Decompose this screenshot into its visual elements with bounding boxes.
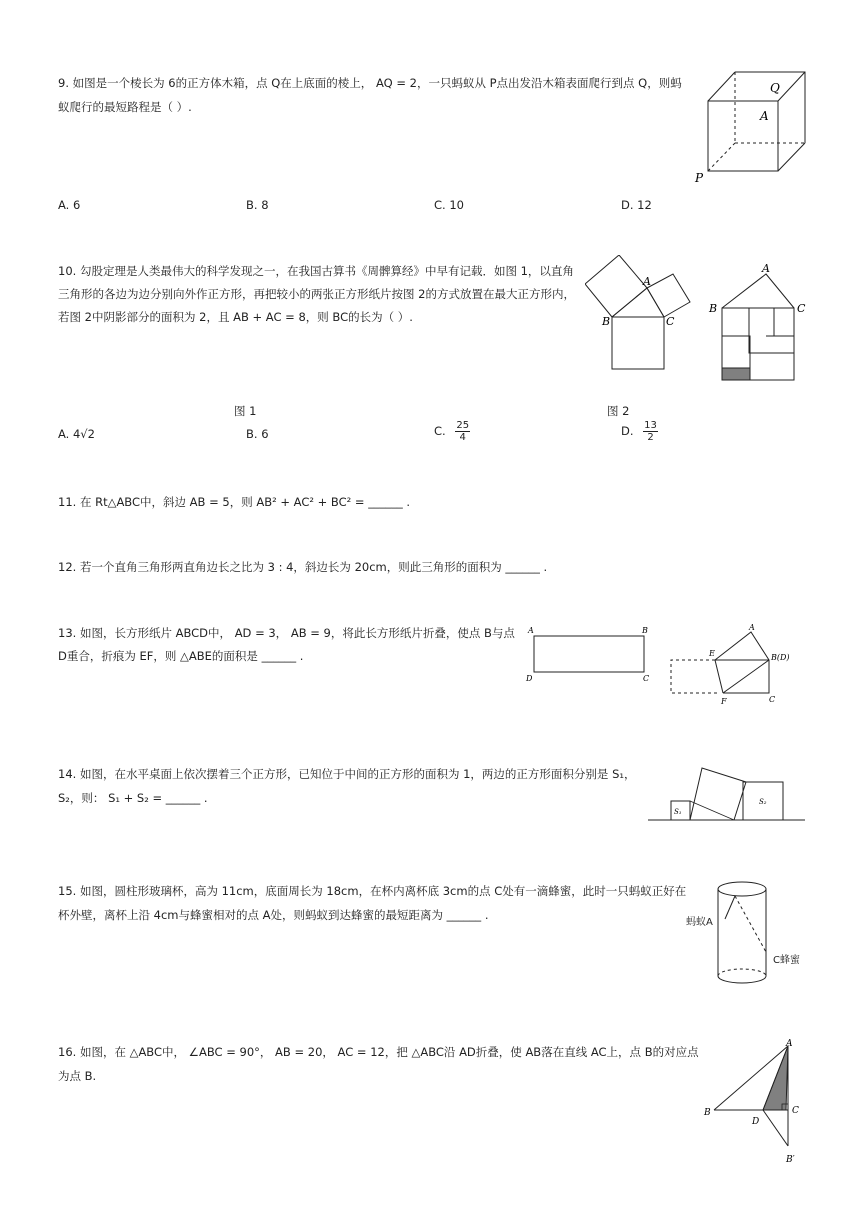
q10-option-c-numerator: 25 — [456, 420, 470, 431]
q13-fig2-label-a: A — [749, 623, 755, 632]
q15-honey-label: C蜂蜜 — [773, 955, 800, 966]
q11-text: 11. 在 Rt△ABC中，斜边 AB = 5，则 AB² + AC² + BC² = ______ . — [58, 495, 411, 509]
q10-line3: 若图 2中阴影部分的面积为 2，且 AB + AC = 8，则 BC的长为（ ）. — [58, 310, 413, 324]
q10-line2: 三角形的各边为边分别向外作正方形，再把较小的两张正方形纸片按图 2的方式放置在最大正方形内， — [58, 287, 575, 301]
q13-fig1-label-d: D — [526, 674, 533, 683]
q16-label-d: D — [752, 1117, 760, 1127]
q10-option-d-denominator: 2 — [647, 432, 654, 443]
q9-option-b: B. 8 — [246, 198, 269, 212]
q12-text: 12. 若一个直角三角形两直角边长之比为 3 : 4，斜边长为 20cm，则此三角形的面积为 ______ . — [58, 560, 548, 574]
q14-label-s2: S₂ — [759, 798, 767, 806]
q13-fig2-label-e: E — [709, 649, 715, 658]
q15-line1: 15. 如图，圆柱形玻璃杯，高为 11cm，底面周长为 18cm，在杯内离杯底 3cm的点 C处有一滴蜂蜜，此时一只蚂蚁正好在 — [58, 884, 687, 898]
q14-line2: S₂，则： S₁ + S₂ = ______ . — [58, 791, 208, 805]
q10-option-c — [434, 420, 470, 443]
q10-fig2-label-c: C — [797, 302, 806, 315]
q10-option-d-fraction — [643, 420, 658, 443]
q15-ant-label: 蚂蚁A — [686, 917, 713, 928]
q9-label-a: A — [760, 109, 769, 123]
q14-label-s1: S₁ — [674, 808, 682, 816]
q16-triangle-figure — [700, 1038, 815, 1168]
q9-option-d: D. 12 — [621, 198, 652, 212]
q10-figure-2 — [706, 260, 816, 385]
q9-line2: 蚁爬行的最短路程是（ ）. — [58, 100, 192, 114]
q16-line2: 为点 B. — [58, 1069, 97, 1083]
q16-label-bprime: B′ — [786, 1155, 795, 1165]
q14-squares-figure — [645, 760, 810, 825]
q13-rectangle-figure — [522, 622, 657, 684]
q16-label-b: B — [704, 1108, 711, 1118]
q15-line2: 杯外壁，离杯上沿 4cm与蜂蜜相对的点 A处，则蚂蚁到达蜂蜜的最短距离为 ______ . — [58, 908, 489, 922]
q9-label-p: P — [695, 171, 704, 185]
q10-option-c-fraction — [455, 420, 470, 443]
q10-figure-1 — [585, 255, 695, 375]
q10-fig1-label-a: A — [643, 275, 651, 288]
q10-option-c-prefix: C. — [434, 424, 446, 438]
q10-fig2-label-b: B — [709, 302, 718, 315]
q10-fig1-label-b: B — [602, 315, 611, 328]
q9-option-c: C. 10 — [434, 198, 464, 212]
q13-fig2-label-bd: B(D) — [771, 653, 790, 662]
q13-fig1-label-b: B — [642, 626, 648, 635]
q13-fig1-label-c: C — [643, 674, 650, 683]
q10-fig2-label-a: A — [762, 262, 770, 275]
q13-line1: 13. 如图，长方形纸片 ABCD中， AD = 3， AB = 9，将此长方形纸片折叠，使点 B与点 — [58, 626, 515, 640]
q10-option-d-numerator: 13 — [644, 420, 657, 431]
q16-label-c: C — [792, 1106, 799, 1116]
q10-option-d — [621, 420, 658, 443]
q9-line1: 9. 如图是一个棱长为 6的正方体木箱，点 Q在上底面的棱上， AQ = 2，一只蚂蚁从 P点出发沿木箱表面爬行到点 Q，则蚂 — [58, 76, 682, 90]
q10-option-a: A. 4√2 — [58, 427, 95, 441]
q13-line2: D重合，折痕为 EF，则 △ABE的面积是 ______ . — [58, 649, 304, 663]
q13-fig1-label-a: A — [528, 626, 534, 635]
q14-line1: 14. 如图，在水平桌面上依次摆着三个正方形，已知位于中间的正方形的面积为 1，两边的正方形面积分别是 S₁， — [58, 767, 636, 781]
q10-fig1-label-c: C — [666, 315, 675, 328]
q9-label-q: Q — [770, 81, 780, 95]
q13-fig2-label-c: C — [769, 695, 776, 704]
q10-option-c-denominator: 4 — [459, 432, 466, 443]
q16-label-a: A — [786, 1039, 793, 1049]
q10-fig1-caption: 图 1 — [234, 404, 257, 418]
q10-line1: 10. 勾股定理是人类最伟大的科学发现之一，在我国古算书《周髀算经》中早有记载．如图 1，以直角 — [58, 264, 574, 278]
q13-fig2-label-f: F — [721, 697, 727, 706]
q10-fig2-caption: 图 2 — [607, 404, 630, 418]
q9-option-a: A. 6 — [58, 198, 81, 212]
q10-option-b: B. 6 — [246, 427, 269, 441]
q15-cylinder-figure — [715, 878, 775, 990]
q16-line1: 16. 如图，在 △ABC中， ∠ABC = 90°， AB = 20， AC = 12，把 △ABC沿 AD折叠，使 AB落在直线 AC上，点 B的对应点 — [58, 1045, 699, 1059]
q13-folded-figure — [665, 620, 815, 710]
q9-cube-figure — [690, 68, 815, 186]
q10-option-d-prefix: D. — [621, 424, 634, 438]
